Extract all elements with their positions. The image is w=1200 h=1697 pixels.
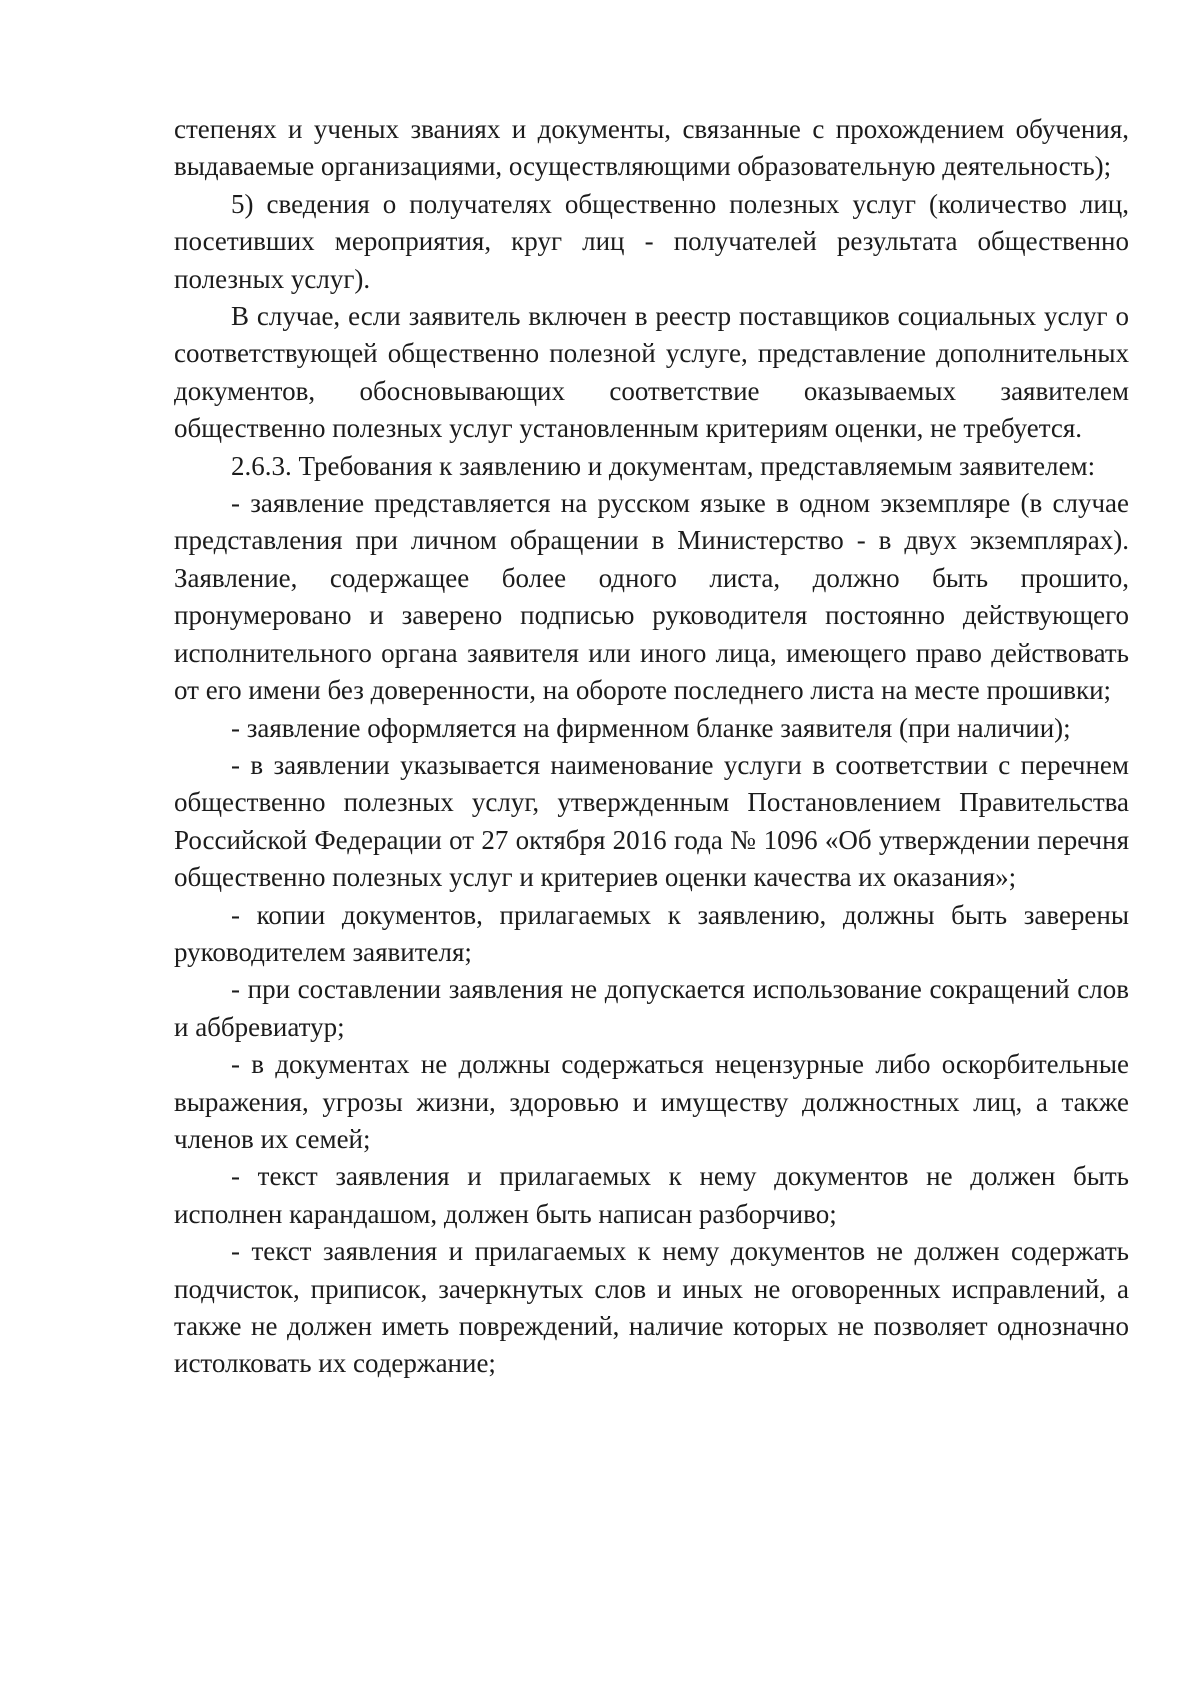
paragraph-requirement-service-name: - в заявлении указывается наименование услуги в соответствии с перечнем общественно полезных услуг, утвержденным Постановлением Правительства Российской Федерации от 27 октября 2016 года № 1096 «Об утверждении перечня общественно полезных услуг и критериев оценки качества их оказания»;	[174, 749, 1129, 893]
paragraph-requirement-copies: - копии документов, прилагаемых к заявлению, должны быть заверены руководителем заявителя;	[174, 899, 1129, 967]
paragraph-requirement-pencil: - текст заявления и прилагаемых к нему документов не должен быть исполнен карандашом, должен быть написан разборчиво;	[174, 1161, 1129, 1229]
paragraph-registry-note: В случае, если заявитель включен в реестр поставщиков социальных услуг о соответствующей общественно полезной услуге, представление дополнительных документов, обосновывающих соответствие оказываемых заявителем общественно полезных услуг установленным критериям оценки, не требуется.	[174, 301, 1129, 444]
paragraph-requirement-language: - заявление представляется на русском языке в одном экземпляре (в случае представления при личном обращении в Министерство - в двух экземплярах). Заявление, содержащее более одного листа, должно быть прошито, пронумеровано и заверено подписью руководителя постоянно действующего исполнительного органа заявителя или иного лица, имеющего право действовать от его имени без доверенности, на обороте последнего листа на месте прошивки;	[174, 488, 1129, 706]
paragraph-requirement-letterhead: - заявление оформляется на фирменном бланке заявителя (при наличии);	[231, 712, 1071, 743]
paragraph-item-5: 5) сведения о получателях общественно полезных услуг (количество лиц, посетивших мероприятия, круг лиц - получателей результата общественно полезных услуг).	[174, 188, 1129, 294]
paragraph-requirement-corrections: - текст заявления и прилагаемых к нему документов не должен содержать подчисток, приписок, зачеркнутых слов и иных не оговоренных исправлений, а также не должен иметь повреждений, наличие которых не позволяет однозначно истолковать их содержание;	[174, 1236, 1129, 1379]
paragraph-requirement-abbreviations: - при составлении заявления не допускается использование сокращений слов и аббревиатур;	[174, 974, 1129, 1042]
paragraph-section-2-6-3: 2.6.3. Требования к заявлению и документам, представляемым заявителем:	[231, 450, 1096, 481]
paragraph-requirement-language-content: - в документах не должны содержаться нецензурные либо оскорбительные выражения, угрозы жизни, здоровью и имуществу должностных лиц, а также членов их семей;	[174, 1049, 1129, 1154]
document-body	[174, 111, 1129, 1383]
paragraph-continuation: степенях и ученых званиях и документы, связанные с прохождением обучения, выдаваемые организациями, осуществляющими образовательную деятельность);	[174, 114, 1129, 182]
